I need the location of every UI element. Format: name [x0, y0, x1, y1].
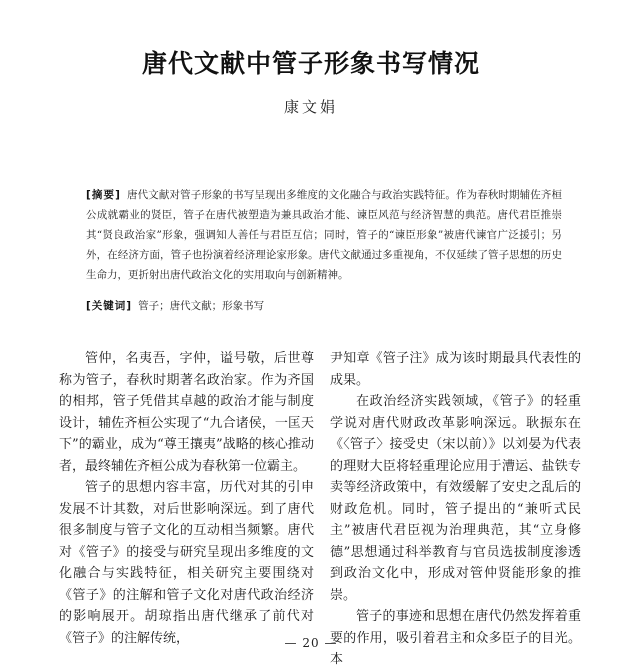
keywords-text: 管子；唐代文献；形象书写: [138, 300, 265, 312]
article-title: 唐代文献中管子形象书写情况: [141, 49, 480, 78]
keywords-label: [关键词]: [86, 300, 133, 312]
author-name: 康文娟: [283, 98, 338, 116]
abstract-label: [摘要]: [86, 189, 121, 201]
abstract-block: [86, 185, 562, 285]
paragraph: 管子的思想内容丰富，历代对其的引申发展不计其数，对后世影响深远。到了唐代很多制度与管子文化的互动相当频繁。唐代对《管子》的接受与研究呈现出多维度的文化融合与实践特征，相关研究主要围绕对《管子》的注解和管子文化对唐代政治经济的影响展开。胡琼指出唐代继承了前代对《管子》的注解传统，: [59, 480, 314, 646]
body-right-column: [330, 348, 581, 671]
paragraph: 管子的事迹和思想在唐代仍然发挥着重要的作用，吸引着君主和众多臣子的目光。本: [330, 609, 581, 667]
keywords-block: [86, 296, 562, 316]
paragraph: 在政治经济实践领域，《管子》的轻重学说对唐代财政改革影响深远。耿振东在《〈管子〉接受史（宋以前）》以刘晏为代表的理财大臣将轻重理论应用于漕运、盐铁专卖等经济政策中，有效缓解了安史之乱后的财政危机。同时，管子提出的“兼听式民主”被唐代君臣视为治理典范，其“立身修德”思想通过科举教育与官员选拔制度渗透到政治文化中，形成对管仲贤能形象的推崇。: [330, 394, 581, 603]
page-number: — 20 —: [284, 636, 338, 650]
paragraph-continuation: 尹知章《管子注》成为该时期最具代表性的成果。: [330, 351, 581, 388]
paragraph: 管仲，名夷吾，字仲，谥号敬，后世尊称为管子，春秋时期著名政治家。作为齐国的相邦，管子凭借其卓越的政治才能与制度设计，辅佐齐桓公实现了“九合诸侯，一匡天下”的霸业，成为“尊王攘夷”战略的核心推动者，最终辅佐齐桓公成为春秋第一位霸主。: [59, 351, 314, 474]
abstract-text: 唐代文献对管子形象的书写呈现出多维度的文化融合与政治实践特征。作为春秋时期辅佐齐桓公成就霸业的贤臣，管子在唐代被塑造为兼具政治才能、谏臣风范与经济智慧的典范。唐代君臣推崇其“贤良政治家”形象，强调知人善任与君臣互信；同时，管子的“谏臣形象”被唐代谏官广泛援引；另外，在经济方面，管子也扮演着经济理论家形象。唐代文献通过多重视角，不仅延续了管子思想的历史生命力，更折射出唐代政治文化的实用取向与创新精神。: [86, 189, 562, 281]
body-left-column: [59, 348, 314, 649]
